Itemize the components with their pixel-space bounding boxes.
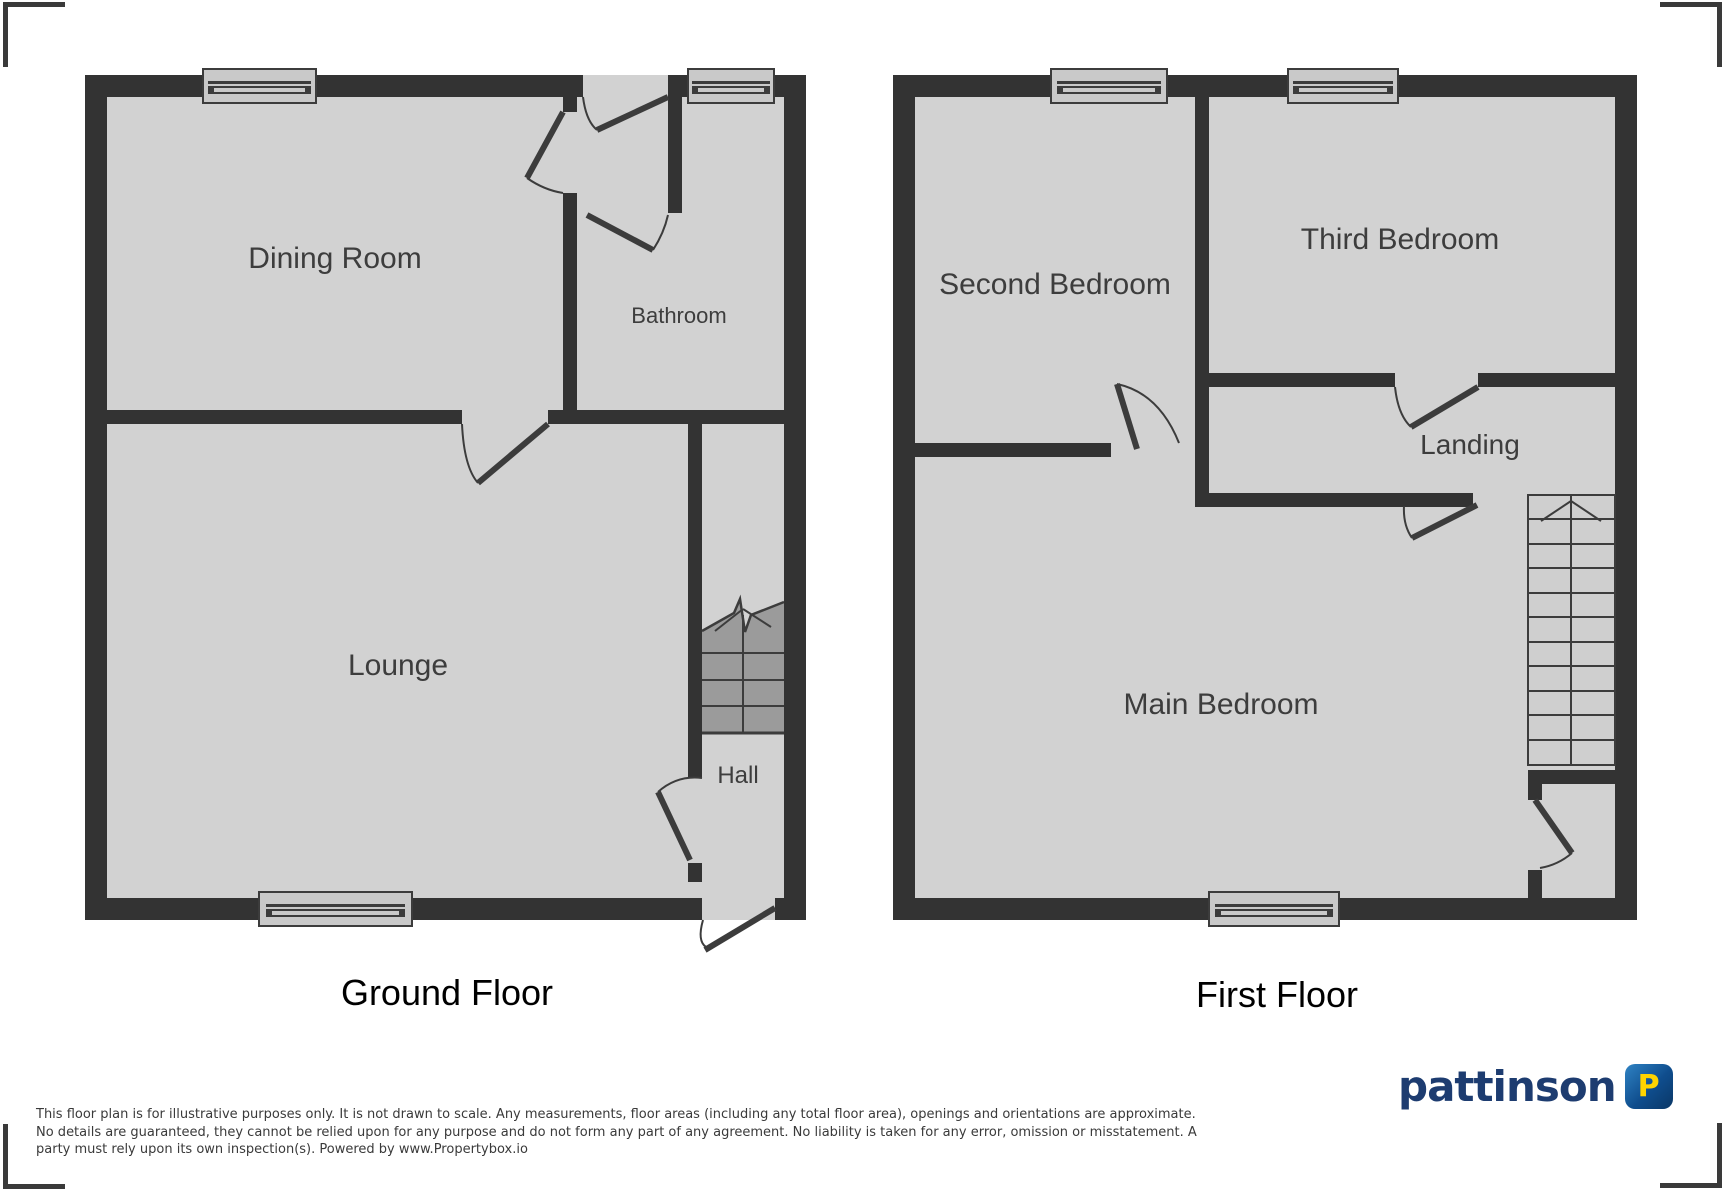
ground-floor-plan xyxy=(85,75,806,920)
room-label-third-bedroom: Third Bedroom xyxy=(1300,223,1500,256)
pattinson-logo xyxy=(1398,1061,1673,1111)
room-label-hall: Hall xyxy=(717,762,759,789)
first-floor-plan xyxy=(893,75,1637,920)
corner-mark-bottom-right xyxy=(1660,1123,1722,1188)
disclaimer-text xyxy=(36,1106,1197,1159)
ground-floor-title: Ground Floor xyxy=(340,972,554,1013)
room-label-landing: Landing xyxy=(1420,429,1520,460)
room-label-dining-room: Dining Room xyxy=(248,242,422,275)
room-label-second-bedroom: Second Bedroom xyxy=(939,268,1171,301)
room-label-bathroom: Bathroom xyxy=(631,303,727,328)
room-label-main-bedroom: Main Bedroom xyxy=(1123,688,1319,721)
disclaimer-line: No details are guaranteed, they cannot be relied upon for any purpose and do not form any part of any agreement. No liability is taken for any error, omission or misstatement. A xyxy=(36,1124,1197,1140)
ground-floor-stairs-and-doors xyxy=(85,75,806,920)
corner-mark-top-right xyxy=(1660,2,1722,67)
room-label-lounge: Lounge xyxy=(347,649,449,682)
pattinson-logo-wordmark: pattinson xyxy=(1398,1061,1616,1111)
pattinson-logo-icon: P xyxy=(1625,1064,1673,1109)
disclaimer-line: This floor plan is for illustrative purposes only. It is not drawn to scale. Any measurements, floor areas (including any total floor area), openings and orientations are approximate. xyxy=(36,1107,1196,1122)
first-floor-stairs-and-doors xyxy=(893,75,1637,920)
corner-mark-top-left xyxy=(3,2,65,67)
disclaimer-line: party must rely upon its own inspection(s). Powered by www.Propertybox.io xyxy=(36,1142,528,1157)
first-floor-title: First Floor xyxy=(1196,974,1358,1015)
